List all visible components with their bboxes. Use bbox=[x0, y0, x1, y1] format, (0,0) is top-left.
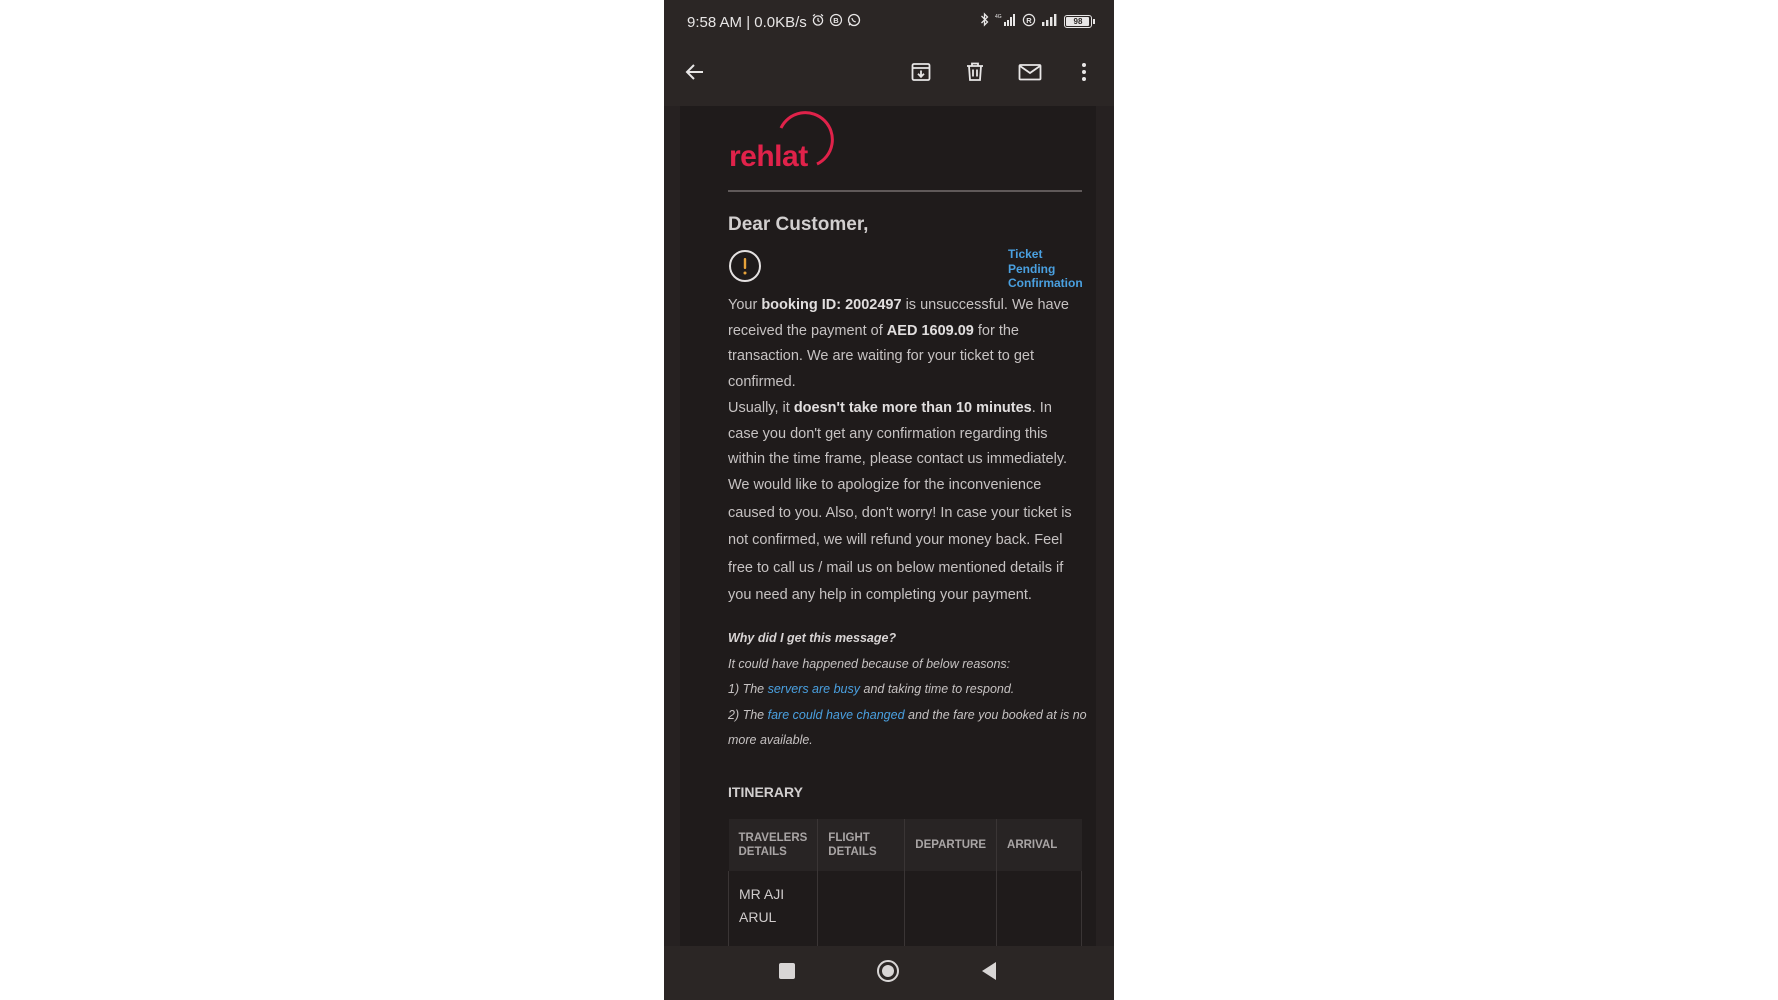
why-intro: It could have happened because of below reasons: bbox=[728, 656, 1011, 671]
delete-icon bbox=[963, 60, 987, 89]
flight-details-cell bbox=[818, 871, 905, 946]
system-back-button[interactable] bbox=[959, 946, 1019, 1000]
ticket-status-link[interactable]: Ticket Pending Confirmation bbox=[1008, 247, 1083, 290]
recents-icon bbox=[778, 962, 796, 985]
svg-text:4G: 4G bbox=[995, 13, 1002, 20]
header-arrival: ARRIVAL bbox=[997, 819, 1082, 871]
whatsapp-icon bbox=[847, 13, 861, 31]
phone-screen bbox=[664, 0, 1114, 1000]
time-limit: doesn't take more than 10 minutes bbox=[793, 400, 1032, 416]
reason-2-a: 2) The bbox=[728, 707, 768, 722]
reason-1-c: and taking time to respond. bbox=[860, 682, 1015, 696]
reason-2-link[interactable]: fare could have changed bbox=[767, 707, 905, 722]
departure-cell bbox=[905, 871, 997, 946]
time-speed: 9:58 AM | 0.0KB/s bbox=[687, 13, 807, 31]
booking-paragraph bbox=[728, 293, 1084, 395]
warning-icon bbox=[728, 249, 762, 288]
back-button[interactable] bbox=[677, 56, 713, 92]
p1-a: Your bbox=[728, 297, 762, 313]
mail-icon bbox=[1017, 60, 1043, 89]
payment-amount: AED 1609.09 bbox=[886, 322, 974, 339]
status-left bbox=[687, 13, 861, 31]
home-button[interactable] bbox=[858, 946, 918, 1000]
traveler-name: MR AJI ARUL bbox=[729, 871, 818, 946]
arrow-left-icon bbox=[684, 61, 706, 88]
p1-e: for the transaction. We are waiting for your ticket to get confirmed. bbox=[728, 322, 1034, 390]
header-departure: DEPARTURE bbox=[905, 819, 997, 871]
reason-2-c: and the fare you booked at is no more available. bbox=[728, 707, 1087, 747]
reason-1 bbox=[728, 677, 1088, 703]
battery-label: 98 bbox=[1073, 16, 1083, 26]
reason-2 bbox=[728, 703, 1088, 754]
bluetooth-icon bbox=[980, 12, 990, 30]
home-icon bbox=[876, 959, 900, 988]
p2-c: . In case you don't get any confirmation regarding this within the time frame, please contact us immediately. bbox=[728, 400, 1068, 467]
email-card bbox=[680, 106, 1096, 946]
archive-button[interactable] bbox=[903, 56, 939, 92]
p2-a: Usually, it bbox=[728, 400, 794, 416]
svg-text:B: B bbox=[833, 16, 839, 25]
b-icon bbox=[829, 13, 843, 31]
why-title: Why did I get this message? bbox=[728, 631, 897, 645]
battery-icon bbox=[1064, 15, 1092, 28]
signal-icon bbox=[995, 13, 1017, 30]
booking-id: booking ID: 2002497 bbox=[761, 297, 902, 313]
header-divider bbox=[728, 190, 1082, 192]
status-bar bbox=[664, 0, 1114, 44]
archive-icon bbox=[909, 60, 933, 89]
why-section bbox=[728, 626, 1088, 754]
itinerary-table bbox=[728, 819, 1082, 946]
arrival-cell bbox=[997, 871, 1082, 946]
table-header-row bbox=[729, 819, 1082, 871]
signal-icon bbox=[1041, 13, 1059, 30]
delete-button[interactable] bbox=[957, 56, 993, 92]
apology-paragraph: We would like to apologize for the inconvenience caused to you. Also, don't worry! In case your ticket is not confirmed, we will refund your money back. Feel free to call us / mail us on below mentioned details if you need any help in completing your payment. bbox=[728, 477, 1072, 603]
greeting: Dear Customer, bbox=[728, 214, 869, 235]
reason-1-a: 1) The bbox=[728, 682, 768, 696]
more-options-button[interactable] bbox=[1066, 56, 1102, 92]
email-body[interactable] bbox=[664, 106, 1114, 946]
header-travelers: TRAVELERS DETAILS bbox=[729, 819, 818, 871]
registered-icon bbox=[1022, 13, 1036, 30]
email-toolbar bbox=[664, 44, 1114, 106]
mark-unread-button[interactable] bbox=[1012, 56, 1048, 92]
recents-button[interactable] bbox=[757, 946, 817, 1000]
logo-text: rehlat bbox=[729, 140, 808, 172]
table-row bbox=[729, 871, 1082, 946]
status-right bbox=[980, 12, 1092, 30]
svg-text:R: R bbox=[1026, 15, 1032, 25]
back-triangle-icon bbox=[980, 961, 998, 986]
itinerary-title: ITINERARY bbox=[728, 784, 803, 800]
rehlat-logo bbox=[729, 106, 837, 177]
header-flight: FLIGHT DETAILS bbox=[818, 819, 905, 871]
reason-1-link[interactable]: servers are busy bbox=[767, 682, 861, 696]
more-icon bbox=[1080, 61, 1088, 88]
system-nav-bar bbox=[664, 946, 1114, 1000]
alarm-icon bbox=[811, 13, 825, 31]
timeframe-paragraph bbox=[728, 396, 1084, 473]
p1-c: is unsuccessful. We have received the payment of bbox=[728, 297, 1069, 339]
